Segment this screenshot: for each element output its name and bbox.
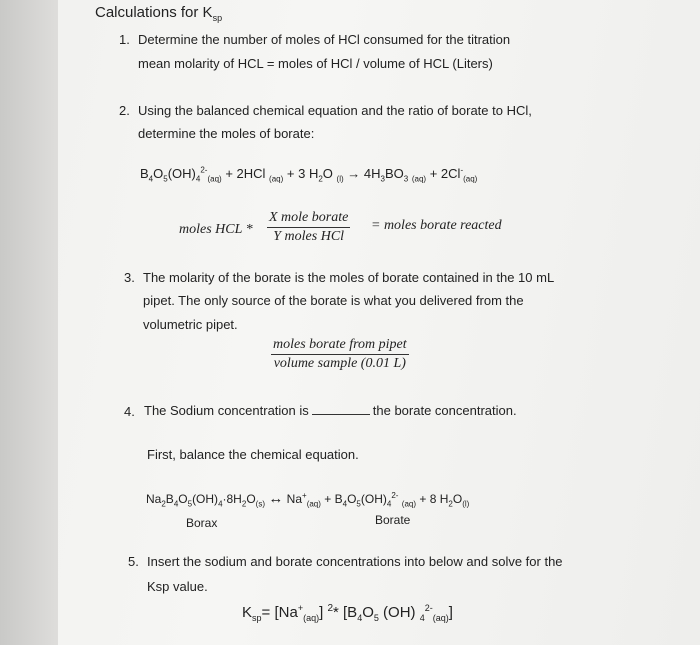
reaction-arrow: → (347, 166, 361, 181)
ratio-result: = moles borate reacted (371, 218, 502, 233)
label-borax: Borax (186, 516, 218, 530)
borax-dissolution-equation: $Na_2B_4O_5(OH)_4\cdot 8H_2O_{(s)}$ ↔ $Na^+_{(aq)} + B_4O_5(OH)_4^{2-}$ $_{(aq)}$ + 8 $H_2O_{(l)}$ (146, 490, 470, 509)
step-3-number: 3. (124, 270, 135, 285)
page-edge-shadow (0, 0, 58, 645)
ratio-left-term: moles HCL * (179, 222, 253, 237)
mole-ratio-fraction (267, 210, 350, 245)
step-3-line-1: The molarity of the borate is the moles of borate contained in the 10 mL (143, 270, 555, 285)
step-3-line-3: volumetric pipet. (143, 317, 238, 332)
mole-ratio-numerator: X mole borate (267, 210, 350, 228)
step-2-line-1: Using the balanced chemical equation and the ratio of borate to HCl, (138, 103, 532, 118)
balance-instruction: First, balance the chemical equation. (147, 447, 359, 462)
step-4-number: 4. (124, 404, 135, 419)
step-1-line-2: mean molarity of HCL = moles of HCl / volume of HCL (Liters) (138, 56, 493, 71)
borate-molarity-fraction (271, 337, 409, 372)
step-4-line: The Sodium concentration is the borate concentration. (144, 403, 517, 418)
ksp-expression: $K_{sp}= [Na^+_{(aq)}]$ $^2$* [$B_4O_5$ (OH) $_4^{2-}_{(aq)}$] (242, 603, 453, 623)
step-3-line-2: pipet. The only source of the borate is what you delivered from the (143, 293, 524, 308)
answer-blank (312, 414, 370, 415)
borate-molarity-numerator: moles borate from pipet (271, 337, 409, 355)
label-borate: Borate (375, 513, 411, 527)
page-title: Calculations for $K_{sp}$ (95, 4, 223, 23)
mole-ratio-denominator: Y moles HCl (273, 229, 345, 244)
step-1-number: 1. (119, 32, 130, 47)
step-5-number: 5. (128, 554, 139, 569)
step-2-line-2: determine the moles of borate: (138, 126, 315, 141)
step-1-line-1: Determine the number of moles of HCl consumed for the titration (138, 32, 511, 47)
equilibrium-arrow: ↔ (268, 490, 284, 507)
borate-molarity-denominator: volume sample (0.01 L) (273, 356, 406, 371)
step-5-line-2: Ksp value. (147, 579, 208, 594)
step-2-number: 2. (119, 103, 130, 118)
borate-hcl-equation: $B_4O_5(OH)_4^{2-}_{(aq)} + 2HCl$ $_{(aq)}$ + 3 $H_2O$ $_{(l)} \to 4H_3BO_3$ $_{(aq)} + 2Cl^-_{(aq)}$ (140, 165, 478, 184)
step-5-line-1: Insert the sodium and borate concentrations into below and solve for the (147, 554, 563, 569)
